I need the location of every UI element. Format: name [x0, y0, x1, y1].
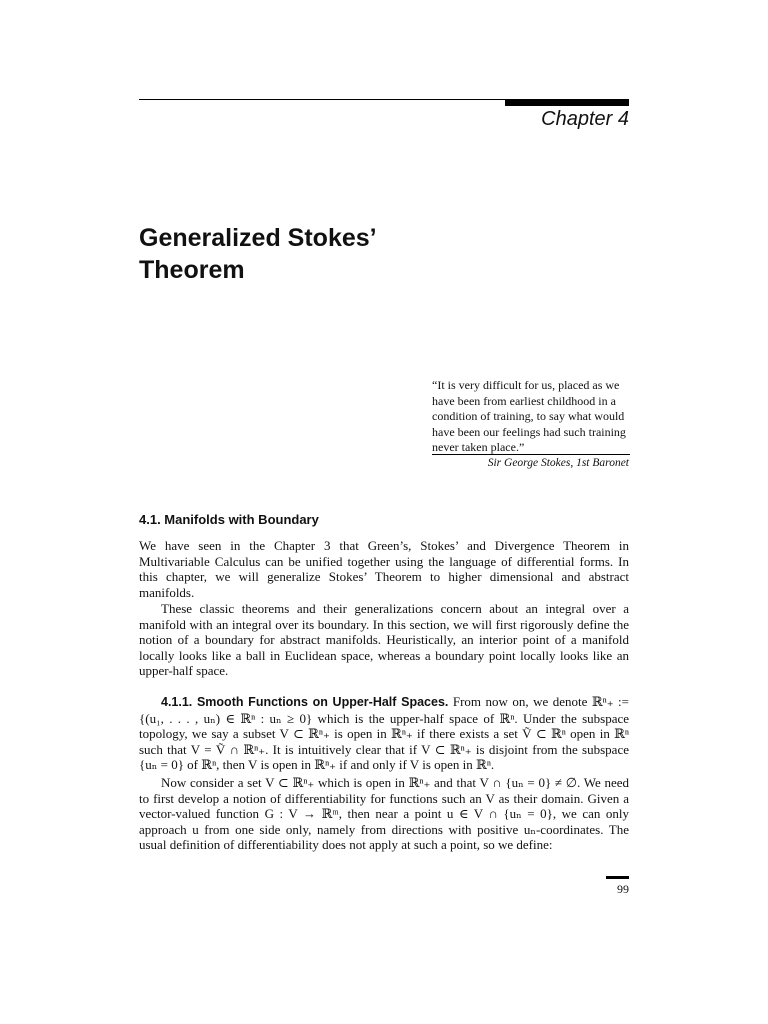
- epigraph-rule: [432, 454, 630, 455]
- chapter-title: [139, 222, 539, 286]
- section-paragraph-2: These classic theorems and their generalizations concern about an integral over a manifold with an integral over its boundary. In this section, we will first rigorously define the notion of a boundary for abstract manifolds. Heuristically, an interior point of a manifold locally looks like a ball in Euclidean space, whereas a boundary point locally looks like an upper-half space.: [139, 601, 629, 678]
- header-rule-accent: [505, 99, 629, 106]
- chapter-title-line2: Theorem: [139, 256, 245, 284]
- page-number-rule: [606, 876, 629, 879]
- epigraph-attribution: Sir George Stokes, 1st Baronet: [487, 457, 629, 469]
- section-paragraph-1: We have seen in the Chapter 3 that Green’s, Stokes’ and Divergence Theorem in Multivariable Calculus can be unified together using the language of differential forms. In this chapter, we will generalize Stokes’ Theorem to higher dimensional and abstract manifolds.: [139, 538, 629, 600]
- subsection-paragraph-1-text: From now on, we denote ℝⁿ₊ := {(u₁, . . . , uₙ) ∈ ℝⁿ : uₙ ≥ 0} which is the upper-half space of ℝⁿ. Under the subspace topology, we say a subset V ⊂ ℝⁿ₊ is open in ℝⁿ₊ if there exists a set Ṽ ⊂ ℝⁿ open in ℝⁿ such that V = Ṽ ∩ ℝⁿ₊. It is intuitively clear that if V ⊂ ℝⁿ₊ is disjoint from the subspace {uₙ = 0} of ℝⁿ, then V is open in ℝⁿ₊ if and only if V is open in ℝⁿ.: [139, 694, 629, 772]
- page-number: 99: [617, 882, 629, 896]
- subsection-paragraph-1: [139, 694, 629, 773]
- chapter-title-line1: Generalized Stokes’: [139, 224, 377, 252]
- epigraph-quote: “It is very difficult for us, placed as we have been from earliest childhood in a condition of training, to say what would have been our feelings had such training never taken place.”: [432, 378, 626, 455]
- subsection-heading: 4.1.1. Smooth Functions on Upper-Half Spaces.: [161, 695, 449, 709]
- chapter-label: Chapter 4: [541, 108, 629, 130]
- subsection-paragraph-2: Now consider a set V ⊂ ℝⁿ₊ which is open in ℝⁿ₊ and that V ∩ {uₙ = 0} ≠ ∅. We need to first develop a notion of differentiability for functions such an V as their domain. Given a vector-valued function G : V → ℝᵐ, then near a point u ∈ V ∩ {uₙ = 0}, we can only approach u from one side only, namely from directions with positive uₙ-coordinates. The usual definition of differentiability does not apply at such a point, so we define:: [139, 775, 629, 852]
- section-heading: 4.1. Manifolds with Boundary: [139, 512, 319, 527]
